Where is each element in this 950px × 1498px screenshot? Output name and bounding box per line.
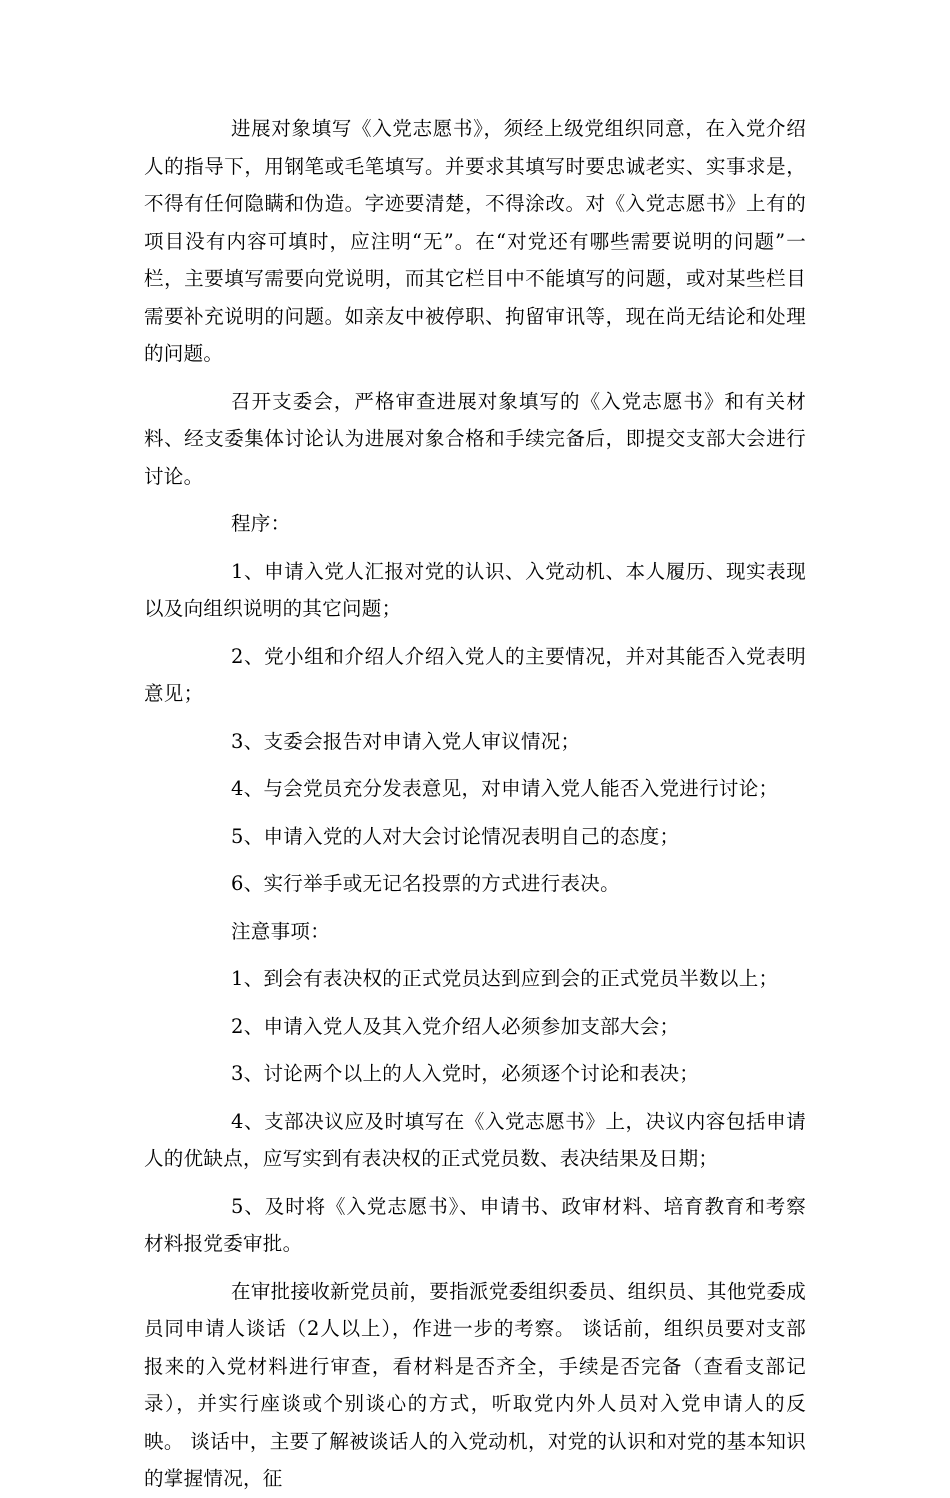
notes-item-5: 5、及时将《入党志愿书》、申请书、政审材料、培育教育和考察材料报党委审批。 bbox=[144, 1194, 806, 1255]
notes-item-1: 1、到会有表决权的正式党员达到应到会的正式党员半数以上； bbox=[231, 967, 779, 990]
paragraph-fill-application: 进展对象填写《入党志愿书》，须经上级党组织同意，在入党介绍人的指导下，用钢笔或毛笔填写。并要求其填写时要忠诚老实、实事求是，不得有任何隐瞒和伪造。字迹要清楚，不得涂改。对《入党志愿书》上有的项目没有内容可填时，应注明“无”。在“对党还有哪些需要说明的问题”一栏，主要填写需要向党说明，而其它栏目中不能填写的问题，或对某些栏目需要补充说明的问题。如亲友中被停职、拘留审讯等，现在尚无结论和处理的问题。 bbox=[144, 117, 806, 365]
paragraph-branch-committee: 召开支委会，严格审查进展对象填写的《入党志愿书》和有关材料、经支委集体讨论认为进展对象合格和手续完备后，即提交支部大会进行讨论。 bbox=[144, 389, 806, 488]
notes-item-4: 4、支部决议应及时填写在《入党志愿书》上，决议内容包括申请人的优缺点，应写实到有表决权的正式党员数、表决结果及日期； bbox=[144, 1109, 806, 1170]
notes-item-2: 2、申请入党人及其入党介绍人必须参加支部大会； bbox=[231, 1014, 680, 1038]
procedure-item-1: 1、申请入党人汇报对党的认识、入党动机、本人履历、现实表现以及向组织说明的其它问题； bbox=[144, 559, 806, 620]
notes-item-3: 3、讨论两个以上的人入党时，必须逐个讨论和表决； bbox=[231, 1062, 700, 1085]
procedure-item-3: 3、支委会报告对申请入党人审议情况； bbox=[231, 729, 581, 753]
procedure-item-6: 6、实行举手或无记名投票的方式进行表决。 bbox=[231, 872, 620, 895]
document-body bbox=[144, 110, 806, 1498]
procedure-item-5: 5、申请入党的人对大会讨论情况表明自己的态度； bbox=[231, 824, 680, 848]
procedure-item-4: 4、与会党员充分发表意见，对申请入党人能否入党进行讨论； bbox=[231, 777, 779, 800]
heading-notes: 注意事项： bbox=[231, 919, 331, 943]
procedure-item-2: 2、党小组和介绍人介绍入党人的主要情况，并对其能否入党表明意见； bbox=[144, 644, 806, 705]
paragraph-approval-interview: 在审批接收新党员前，要指派党委组织委员、组织员、其他党委成员同申请人谈话（2人以上），作进一步的考察。 谈话前，组织员要对支部报来的入党材料进行审查，看材料是否齐全，手续是否完备（查看支部记录），并实行座谈或个别谈心的方式，听取党内外人员对入党申请人的反映。 谈话中，主要了解被谈话人的入党动机，对党的认识和对党的基本知识的掌握情况，征 bbox=[144, 1279, 806, 1490]
heading-procedure: 程序： bbox=[231, 512, 291, 535]
